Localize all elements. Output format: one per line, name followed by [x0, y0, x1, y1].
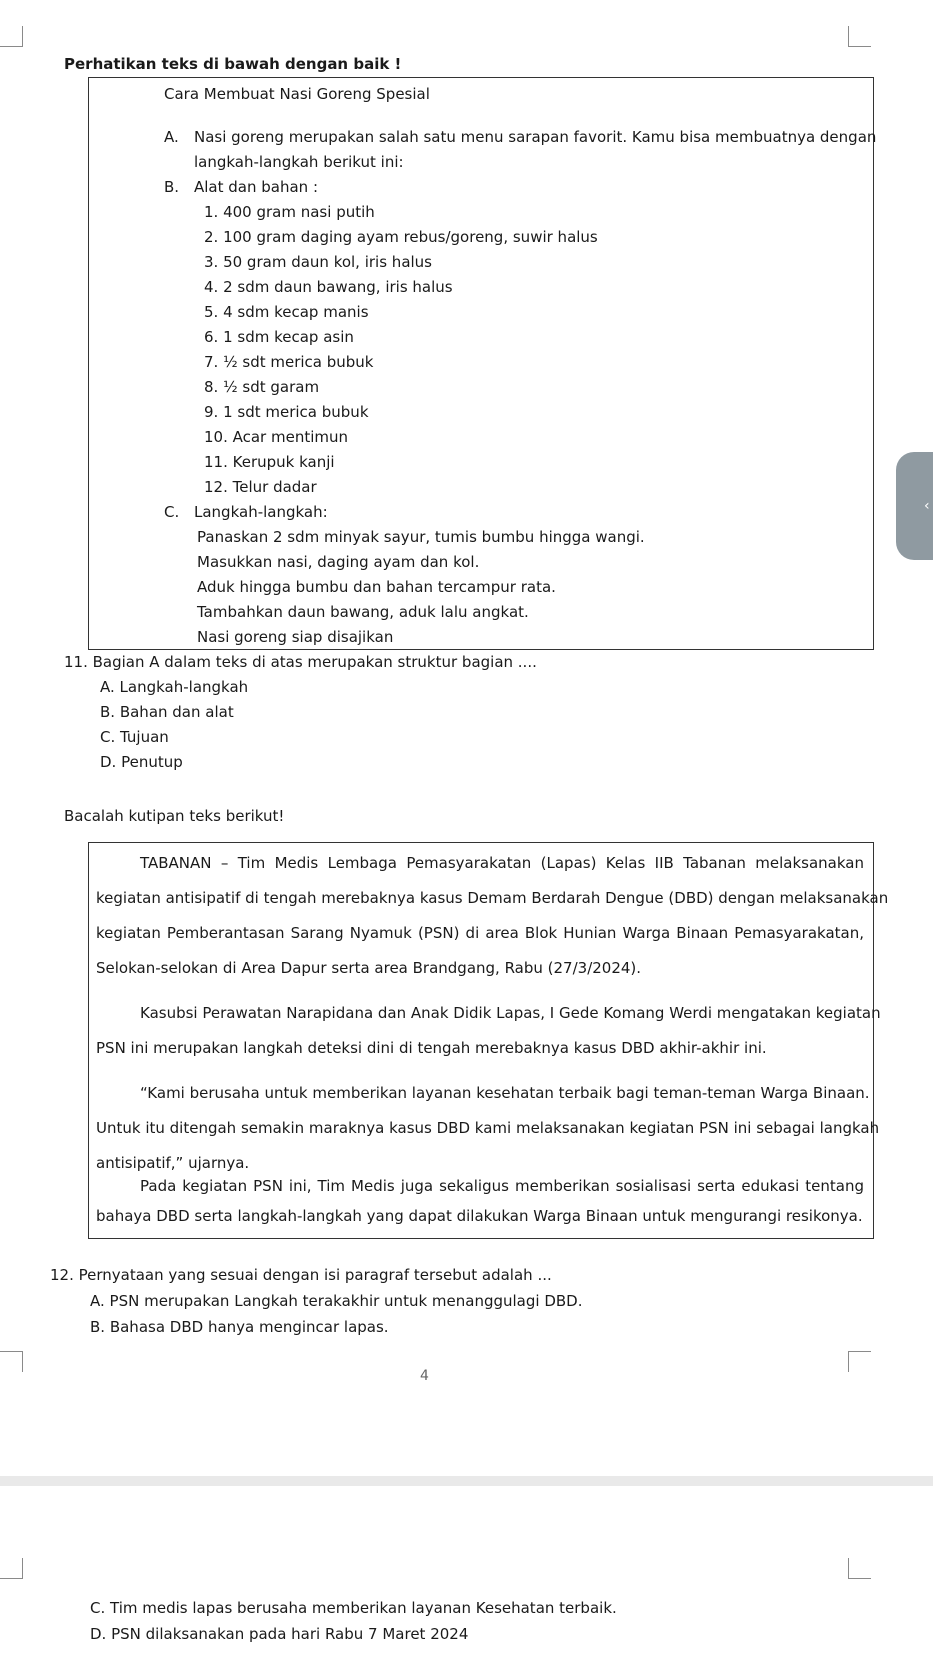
news-line: bahaya DBD serta langkah-langkah yang dapat dilakukan Warga Binaan untuk mengurangi resikonya.: [96, 1207, 863, 1225]
ingredient-item: 11. Kerupuk kanji: [204, 453, 335, 471]
q12-option[interactable]: D. PSN dilaksanakan pada hari Rabu 7 Maret 2024: [90, 1625, 469, 1643]
step-item: Aduk hingga bumbu dan bahan tercampur rata.: [197, 578, 556, 596]
section-b-marker: B.: [164, 178, 180, 196]
news-line: “Kami berusaha untuk memberikan layanan kesehatan terbaik bagi teman-teman Warga Binaan.: [140, 1084, 870, 1102]
news-line: PSN ini merupakan langkah deteksi dini di tengah merebaknya kasus DBD akhir-akhir ini.: [96, 1039, 767, 1057]
ingredient-item: 9. 1 sdt merica bubuk: [204, 403, 369, 421]
q11-option[interactable]: A. Langkah-langkah: [100, 678, 249, 696]
section-c-marker: C.: [164, 503, 180, 521]
q11-option[interactable]: C. Tujuan: [100, 728, 169, 746]
chevron-left-icon: ‹: [924, 498, 930, 514]
q11-option[interactable]: B. Bahan dan alat: [100, 703, 234, 721]
instruction-heading: Perhatikan teks di bawah dengan baik !: [64, 55, 402, 73]
q12-option[interactable]: C. Tim medis lapas berusaha memberikan layanan Kesehatan terbaik.: [90, 1599, 617, 1617]
news-line: kegiatan Pemberantasan Sarang Nyamuk (PSN) di area Blok Hunian Warga Binaan Pemasyarakatan,: [96, 924, 864, 942]
crop-mark: [0, 1558, 23, 1579]
q12-option[interactable]: B. Bahasa DBD hanya mengincar lapas.: [90, 1318, 389, 1336]
news-line: Untuk itu ditengah semakin maraknya kasus DBD kami melaksanakan kegiatan PSN ini sebagai langkah: [96, 1119, 880, 1137]
ingredient-item: 1. 400 gram nasi putih: [204, 203, 375, 221]
ingredient-item: 10. Acar mentimun: [204, 428, 349, 446]
section-c-label: Langkah-langkah:: [194, 503, 328, 521]
ingredient-item: 6. 1 sdm kecap asin: [204, 328, 354, 346]
crop-mark: [848, 26, 871, 47]
section-a-line: Nasi goreng merupakan salah satu menu sarapan favorit. Kamu bisa membuatnya dengan: [194, 128, 877, 146]
news-line: TABANAN – Tim Medis Lembaga Pemasyarakatan (Lapas) Kelas IIB Tabanan melaksanakan: [140, 854, 864, 872]
recipe-title: Cara Membuat Nasi Goreng Spesial: [164, 85, 430, 103]
crop-mark: [0, 26, 23, 47]
read-instruction: Bacalah kutipan teks berikut!: [64, 807, 285, 825]
crop-mark: [848, 1558, 871, 1579]
news-line: kegiatan antisipatif di tengah merebaknya kasus Demam Berdarah Dengue (DBD) dengan melaksanakan: [96, 889, 889, 907]
side-panel-handle[interactable]: [896, 452, 933, 560]
news-line: Kasubsi Perawatan Narapidana dan Anak Didik Lapas, I Gede Komang Werdi mengatakan kegiatan: [140, 1004, 881, 1022]
news-line: antisipatif,” ujarnya.: [96, 1154, 250, 1172]
ingredient-item: 3. 50 gram daun kol, iris halus: [204, 253, 432, 271]
page-separator: [0, 1476, 933, 1486]
news-line: Pada kegiatan PSN ini, Tim Medis juga sekaligus memberikan sosialisasi serta edukasi tentang: [140, 1177, 864, 1195]
ingredient-item: 12. Telur dadar: [204, 478, 317, 496]
ingredient-item: 7. ½ sdt merica bubuk: [204, 353, 374, 371]
page-number: 4: [420, 1368, 429, 1384]
document-page-2: [0, 1486, 933, 1677]
question-11: 11. Bagian A dalam teks di atas merupakan struktur bagian ....: [64, 653, 537, 671]
q12-option[interactable]: A. PSN merupakan Langkah terakakhir untuk menanggulagi DBD.: [90, 1292, 583, 1310]
q11-option[interactable]: D. Penutup: [100, 753, 183, 771]
crop-mark: [848, 1351, 871, 1372]
step-item: Masukkan nasi, daging ayam dan kol.: [197, 553, 480, 571]
section-a-line: langkah-langkah berikut ini:: [194, 153, 404, 171]
ingredient-item: 8. ½ sdt garam: [204, 378, 320, 396]
section-a-marker: A.: [164, 128, 179, 146]
question-12: 12. Pernyataan yang sesuai dengan isi paragraf tersebut adalah ...: [50, 1266, 552, 1284]
crop-mark: [0, 1351, 23, 1372]
ingredient-item: 5. 4 sdm kecap manis: [204, 303, 369, 321]
section-b-label: Alat dan bahan :: [194, 178, 318, 196]
ingredient-item: 2. 100 gram daging ayam rebus/goreng, suwir halus: [204, 228, 598, 246]
step-item: Panaskan 2 sdm minyak sayur, tumis bumbu hingga wangi.: [197, 528, 645, 546]
ingredient-item: 4. 2 sdm daun bawang, iris halus: [204, 278, 453, 296]
news-line: Selokan-selokan di Area Dapur serta area Brandgang, Rabu (27/3/2024).: [96, 959, 642, 977]
step-item: Tambahkan daun bawang, aduk lalu angkat.: [197, 603, 529, 621]
step-item: Nasi goreng siap disajikan: [197, 628, 394, 646]
